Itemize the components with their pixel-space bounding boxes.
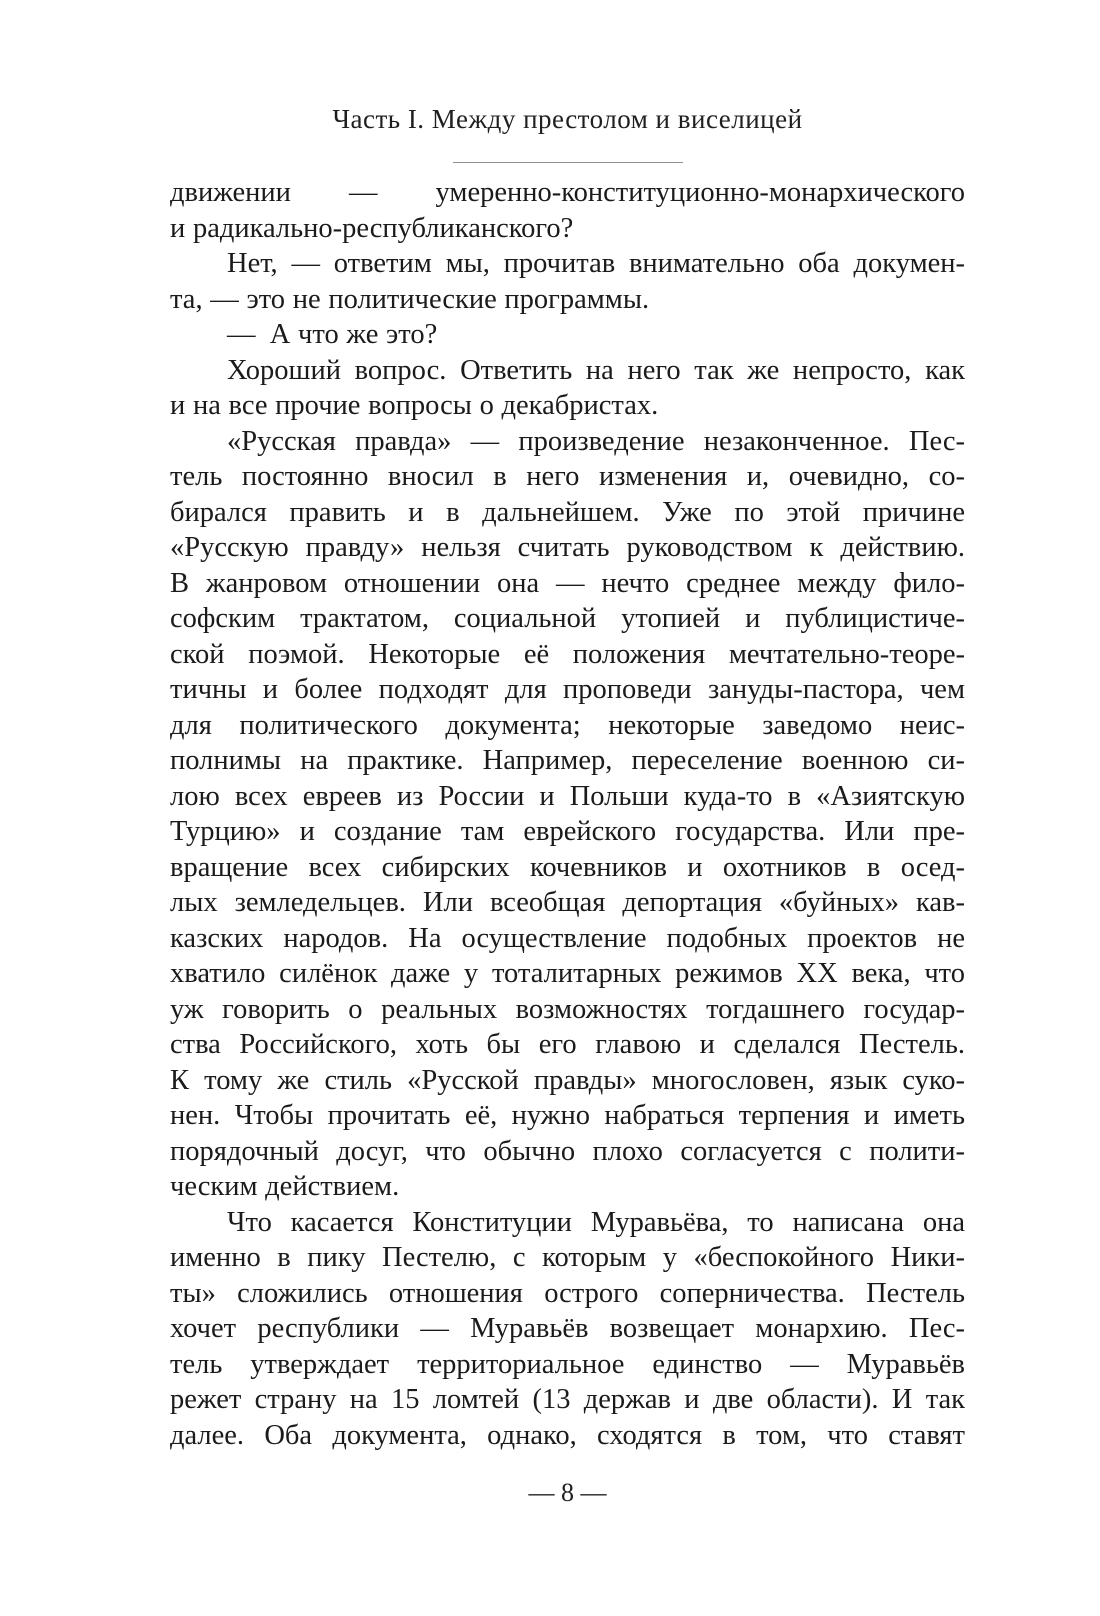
text-line: для политического документа; некоторые заведомо неис- (170, 709, 965, 741)
text-line: лою всех евреев из России и Польши куда-то в «Азиятскую (170, 780, 965, 812)
text-line: и радикально-республиканского? (170, 212, 574, 244)
text-line: «Русская правда» — произведение незаконченное. Пес- (227, 425, 965, 457)
text-line: движении — умеренно-конституционно-монархического (170, 177, 965, 208)
text-line: вращение всех сибирских кочевников и охотников в осед- (170, 851, 965, 883)
text-line: хочет республики — Муравьёв возвещает монархию. Пес- (170, 1313, 965, 1344)
text-line: ческим действием. (170, 1171, 400, 1202)
text-line: тель постоянно вносил в него изменения и, очевидно, со- (170, 461, 965, 492)
text-line: К тому же стиль «Русской правды» многословен, язык суко- (170, 1064, 965, 1096)
text-line: та, — это не политические программы. (170, 283, 650, 315)
text-line: полнимы на практике. Например, переселение военною си- (170, 745, 965, 776)
text-line: Что касается Конституции Муравьёва, то написана она (227, 1206, 965, 1238)
text-line: и на все прочие вопросы о декабристах. (170, 390, 659, 421)
text-line: тичны и более подходят для проповеди зануды-пастора, чем (170, 674, 965, 705)
text-line: нен. Чтобы прочитать её, нужно набраться терпения и иметь (170, 1100, 965, 1131)
text-line: тель утверждает территориальное единство — Муравьёв (170, 1348, 965, 1380)
text-line: Турцию» и создание там еврейского государства. Или пре- (170, 816, 965, 847)
page-number: — 8 — (528, 1478, 607, 1507)
text-line: ства Российского, хоть бы его главою и сделался Пестель. (170, 1029, 965, 1060)
text-line: казских народов. На осуществление подобных проектов не (170, 922, 965, 954)
text-line: лых земледельцев. Или всеобщая депортация «буйных» кав- (170, 887, 965, 918)
running-header: Часть I. Между престолом и виселицей (332, 104, 803, 134)
text-line: хватило силёнок даже у тоталитарных режимов XX века, что (170, 958, 965, 989)
text-line: В жанровом отношении она — нечто среднее между фило- (170, 567, 965, 599)
text-line: порядочный досуг, что обычно плохо согласуется с полити- (170, 1135, 965, 1167)
text-line: именно в пику Пестелю, с которым у «беспокойного Ники- (170, 1242, 965, 1273)
text-line: софским трактатом, социальной утопией и публицистиче- (170, 603, 965, 634)
text-line: Нет, — ответим мы, прочитав внимательно оба докумен- (227, 248, 965, 279)
text-line: Хороший вопрос. Ответить на него так же непросто, как (227, 354, 965, 386)
body-text (170, 175, 965, 1453)
text-line: режет страну на 15 ломтей (13 держав и две области). И так (170, 1384, 965, 1415)
text-line: ской поэмой. Некоторые её положения мечтательно-теоре- (170, 638, 965, 670)
text-line: ты» сложились отношения острого соперничества. Пестель (170, 1277, 965, 1309)
text-line: — А что же это? (227, 319, 438, 350)
header-divider (453, 162, 683, 163)
text-line: «Русскую правду» нельзя считать руководством к действию. (170, 532, 965, 563)
text-line: бирался править и в дальнейшем. Уже по этой причине (170, 496, 965, 528)
text-line: уж говорить о реальных возможностях тогдашнего государ- (170, 993, 965, 1025)
text-line: далее. Оба документа, однако, сходятся в том, что ставят (170, 1419, 965, 1451)
